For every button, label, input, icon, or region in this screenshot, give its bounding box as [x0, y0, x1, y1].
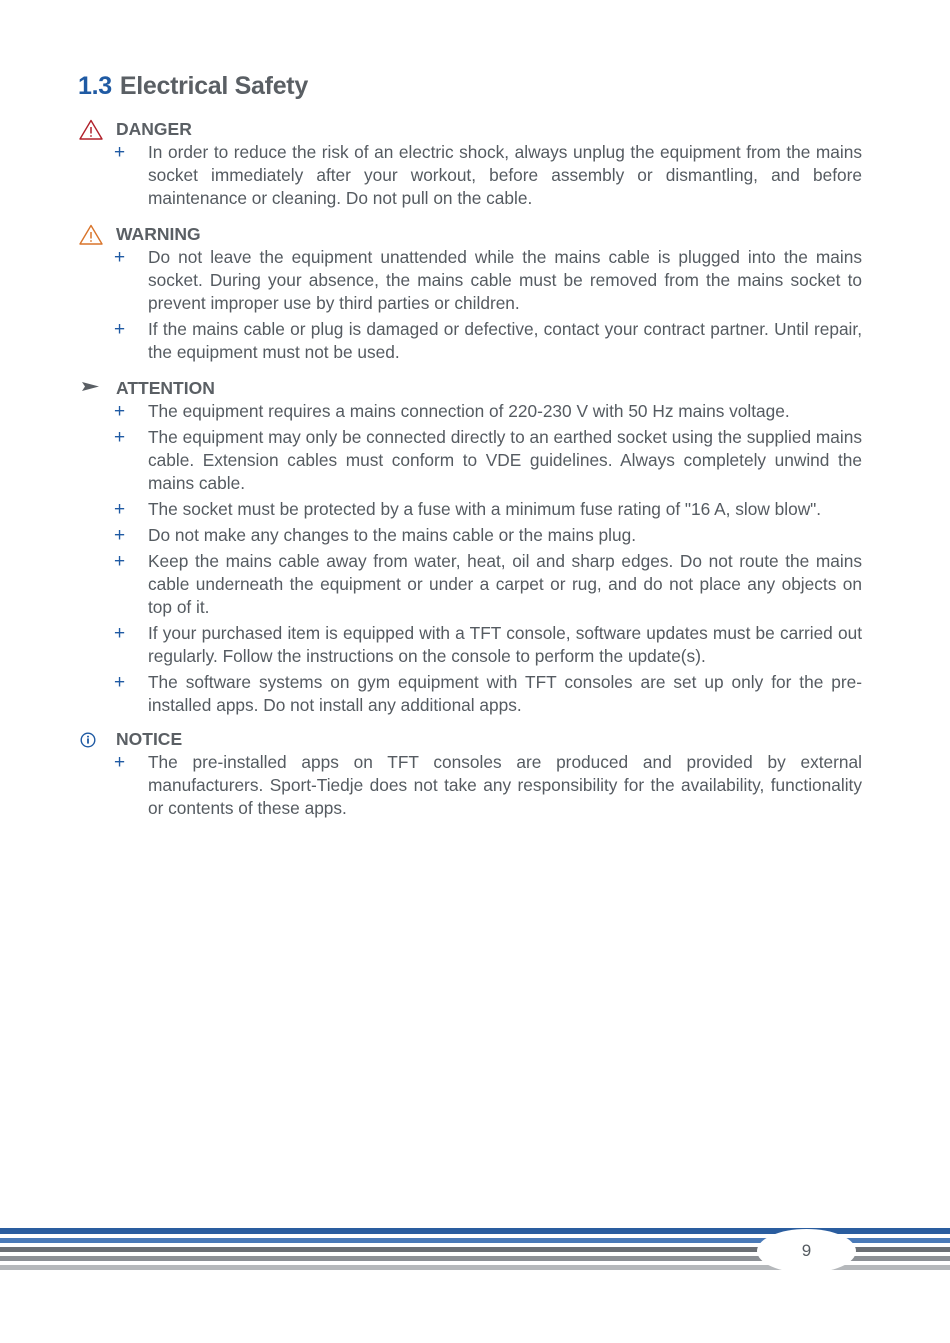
bullet-plus: + [114, 499, 126, 520]
list-item [78, 751, 862, 820]
list-item-text: The equipment requires a mains connection of 220-230 V with 50 Hz mains voltage. [148, 401, 790, 421]
danger-list [78, 141, 862, 210]
list-item [78, 246, 862, 315]
page-number: 9 [757, 1229, 856, 1273]
section-title: Electrical Safety [119, 72, 308, 100]
list-item-text: The equipment may only be connected directly to an earthed socket using the supplied mains cable. Extension cables must conform to VDE guidelines. Always completely unwind the mains cable. [148, 427, 862, 493]
list-item-text: The pre-installed apps on TFT consoles are produced and provided by external manufacturers. Sport-Tiedje does not take any responsibility for the availability, functionality or contents of these apps. [148, 752, 862, 818]
bullet-plus: + [114, 142, 126, 163]
notice-section [78, 728, 862, 820]
notice-header [78, 728, 862, 751]
list-item-text: In order to reduce the risk of an electric shock, always unplug the equipment from the mains socket immediately after your workout, before assembly or dismantling, and before maintenance or cleaning. Do not pull on the cable. [148, 142, 862, 208]
bullet-plus: + [114, 427, 126, 448]
notice-label: NOTICE [116, 729, 183, 749]
danger-section [78, 118, 862, 210]
warning-section [78, 223, 862, 364]
list-item [78, 400, 862, 423]
bullet-plus: + [114, 319, 126, 340]
danger-triangle-icon [78, 118, 104, 141]
info-circle-icon [78, 728, 104, 751]
attention-section [78, 377, 862, 717]
section-number: 1.3 [78, 72, 112, 100]
list-item [78, 524, 862, 547]
danger-header [78, 118, 862, 141]
bullet-plus: + [114, 401, 126, 422]
danger-label: DANGER [116, 119, 192, 139]
list-item [78, 141, 862, 210]
list-item-text: The socket must be protected by a fuse with a minimum fuse rating of "16 A, slow blow". [148, 499, 822, 519]
list-item-text: Keep the mains cable away from water, heat, oil and sharp edges. Do not route the mains cable underneath the equipment or under a carpet or rug, and do not place any objects on top of it. [148, 551, 862, 617]
warning-header [78, 223, 862, 246]
list-item [78, 498, 862, 521]
list-item-text: If the mains cable or plug is damaged or defective, contact your contract partner. Until repair, the equipment must not be used. [148, 319, 862, 362]
bullet-plus: + [114, 247, 126, 268]
bullet-plus: + [114, 551, 126, 572]
list-item-text: The software systems on gym equipment with TFT consoles are set up only for the pre-installed apps. Do not install any additional apps. [148, 672, 862, 715]
list-item-text: If your purchased item is equipped with a TFT console, software updates must be carried out regularly. Follow the instructions on the console to perform the update(s). [148, 623, 862, 666]
list-item-text: Do not make any changes to the mains cable or the mains plug. [148, 525, 636, 545]
bullet-plus: + [114, 623, 126, 644]
attention-header [78, 377, 862, 400]
attention-label: ATTENTION [116, 378, 215, 398]
notice-list [78, 751, 862, 820]
list-item-text: Do not leave the equipment unattended while the mains cable is plugged into the mains socket. During your absence, the mains cable must be removed from the mains socket to prevent improper use by third parties or children. [148, 247, 862, 313]
list-item [78, 622, 862, 668]
attention-arrow-icon [78, 377, 104, 400]
list-item [78, 426, 862, 495]
bullet-plus: + [114, 752, 126, 773]
list-item [78, 318, 862, 364]
attention-list [78, 400, 862, 717]
list-item [78, 550, 862, 619]
warning-label: WARNING [116, 224, 201, 244]
bullet-plus: + [114, 672, 126, 693]
warning-triangle-icon [78, 223, 104, 246]
section-heading [78, 70, 308, 102]
bullet-plus: + [114, 525, 126, 546]
list-item [78, 671, 862, 717]
warning-list [78, 246, 862, 364]
